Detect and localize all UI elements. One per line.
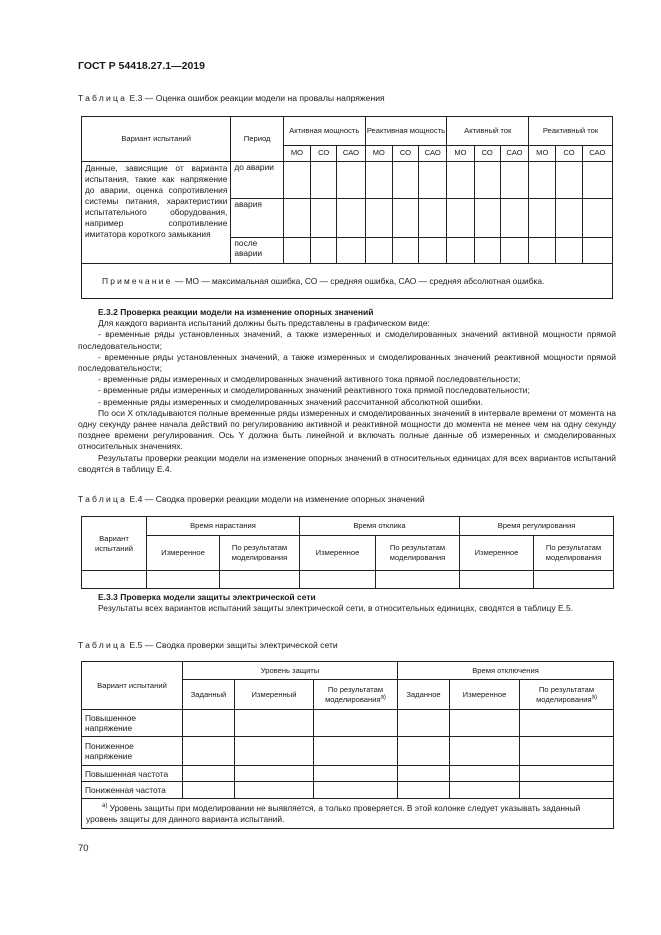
section-e32-intro: Для каждого варианта испытаний должны быть представлены в графическом виде:	[98, 318, 430, 329]
caption-word: Таблица	[78, 494, 128, 504]
list-item: - временные ряды измеренных и смоделированных значений рассчитанной абсолютной ошибки.	[98, 396, 483, 407]
sub-simulated: По результатам моделирования	[376, 536, 460, 571]
footnote-ref: а)	[380, 693, 386, 700]
sub-measured: Измеренное	[460, 536, 534, 571]
header-rise-time: Время нарастания	[147, 517, 300, 536]
sub-measured: Измеренный	[235, 680, 314, 710]
paragraph: Результаты проверки реакции модели на изменение опорных значений в относительных единицах для всех вариантов испытаний сводятся в таблицу Е.4.	[78, 452, 616, 474]
header-variant: Вариант испытаний	[82, 517, 147, 571]
row-undervoltage: Пониженное напряжение	[82, 737, 183, 766]
sub-so: СО	[392, 145, 418, 161]
table-e3-note	[82, 264, 613, 299]
row-overvoltage: Повышенное напряжение	[82, 710, 183, 737]
note-word: Примечание	[102, 275, 173, 286]
caption-word: Таблица	[78, 93, 128, 103]
section-e33-title: Е.3.3 Проверка модели защиты электрической сети	[98, 592, 316, 602]
sub-set: Заданное	[398, 680, 450, 710]
list-item: - временные ряды установленных значений, а также измеренных и смоделированных значений активной мощности прямой последовательности;	[78, 329, 616, 351]
document-header: ГОСТ Р 54418.27.1—2019	[78, 60, 205, 72]
page-number: 70	[78, 843, 89, 854]
sub-sao: САО	[419, 145, 447, 161]
table-e4-caption	[78, 494, 425, 504]
paragraph: Результаты всех вариантов испытаний защиты электрической сети, в относительных единицах, сводятся в таблицу Е.5.	[98, 603, 574, 614]
period-before: до аварии	[231, 161, 283, 198]
footnote-mark: а)	[102, 802, 108, 809]
caption-text: Е.3 — Оценка ошибок реакции модели на провалы напряжения	[129, 93, 385, 103]
sub-mo: МО	[529, 145, 556, 161]
sub-so: СО	[556, 145, 582, 161]
sub-sao: САО	[500, 145, 528, 161]
footnote-ref: а)	[591, 693, 597, 700]
footnote-text: Уровень защиты при моделировании не выявляется, а только проверяется. В этой колонке следует указывать заданный уровень защиты для данного варианта испытаний.	[86, 802, 581, 824]
caption-text: Е.4 — Сводка проверки реакции модели на изменение опорных значений	[129, 494, 425, 504]
sub-mo: МО	[365, 145, 392, 161]
table-e5-caption	[78, 640, 338, 650]
list-item: - временные ряды установленных значений, а также измеренных и смоделированных значений реактивной мощности прямой последовательности;	[78, 351, 616, 374]
sub-mo: МО	[283, 145, 310, 161]
header-active-power: Активная мощность	[283, 117, 365, 146]
table-e5-footnote	[82, 799, 614, 829]
sub-sao: САО	[582, 145, 612, 161]
sub-so: СО	[474, 145, 500, 161]
header-variant: Вариант испытаний	[82, 662, 183, 710]
header-active-current: Активный ток	[447, 117, 529, 146]
sub-set: Заданный	[183, 680, 235, 710]
sub-simulated	[520, 680, 614, 710]
sub-sao: САО	[337, 145, 365, 161]
header-period: Период	[231, 117, 283, 162]
header-settling-time: Время регулирования	[460, 517, 614, 536]
paragraph: По оси X откладываются полные временные ряды измеренных и смоделированных значений в интервале времени от момента на одну секунду ранее начала действий по регулированию активной и реактивной мощности до момента не менее чем на одну секунду позднее времени регулирования. Ось Y должна быть линейной и включать полные данные об измеренных и смоделированных относительных значениях.	[78, 407, 616, 452]
sub-mo: МО	[447, 145, 474, 161]
sub-simulated	[314, 680, 398, 710]
sub-simulated: По результатам моделирования	[534, 536, 614, 571]
sub-so: СО	[311, 145, 337, 161]
table-e5	[81, 661, 614, 829]
list-item: - временные ряды измеренных и смоделированных значений активного тока прямой последовательности;	[98, 374, 521, 385]
row-overfrequency: Повышенная частота	[82, 766, 183, 782]
caption-word: Таблица	[78, 640, 128, 650]
row-underfrequency: Пониженная частота	[82, 782, 183, 799]
sub-measured: Измеренное	[147, 536, 220, 571]
period-fault: авария	[231, 198, 283, 237]
header-response-time: Время отклика	[300, 517, 460, 536]
row-description: Данные, зависящие от варианта испытания, такие как напряжение до аварии, оценка сопротивления системы питания, характеристики испытательного оборудования, например сопротивление имитатора короткого замыкания	[82, 161, 231, 263]
sub-simulated-label: По результатам моделирования	[536, 684, 595, 704]
table-e3-caption	[78, 93, 385, 103]
sub-measured: Измеренное	[450, 680, 520, 710]
section-e32-title: Е.3.2 Проверка реакции модели на изменение опорных значений	[98, 307, 374, 317]
section-e33	[78, 592, 616, 614]
sub-measured: Измеренное	[300, 536, 376, 571]
period-after: после аварии	[231, 237, 283, 264]
section-e32	[78, 307, 616, 475]
header-reactive-power: Реактивная мощность	[365, 117, 447, 146]
table-e3	[81, 116, 613, 299]
header-variant: Вариант испытаний	[82, 117, 231, 162]
table-e4	[81, 516, 614, 589]
header-trip-time: Время отключения	[398, 662, 614, 680]
list-item: - временные ряды измеренных и смоделированных значений реактивного тока прямой последовательности;	[98, 385, 530, 396]
header-reactive-current: Реактивный ток	[529, 117, 613, 146]
sub-simulated-label: По результатам моделирования	[325, 684, 384, 704]
header-protection-level: Уровень защиты	[183, 662, 398, 680]
note-text: — МО — максимальная ошибка, СО — средняя ошибка, САО — средняя абсолютная ошибка.	[174, 275, 545, 286]
caption-text: Е.5 — Сводка проверки защиты электрической сети	[129, 640, 338, 650]
sub-simulated: По результатам моделирования	[220, 536, 300, 571]
